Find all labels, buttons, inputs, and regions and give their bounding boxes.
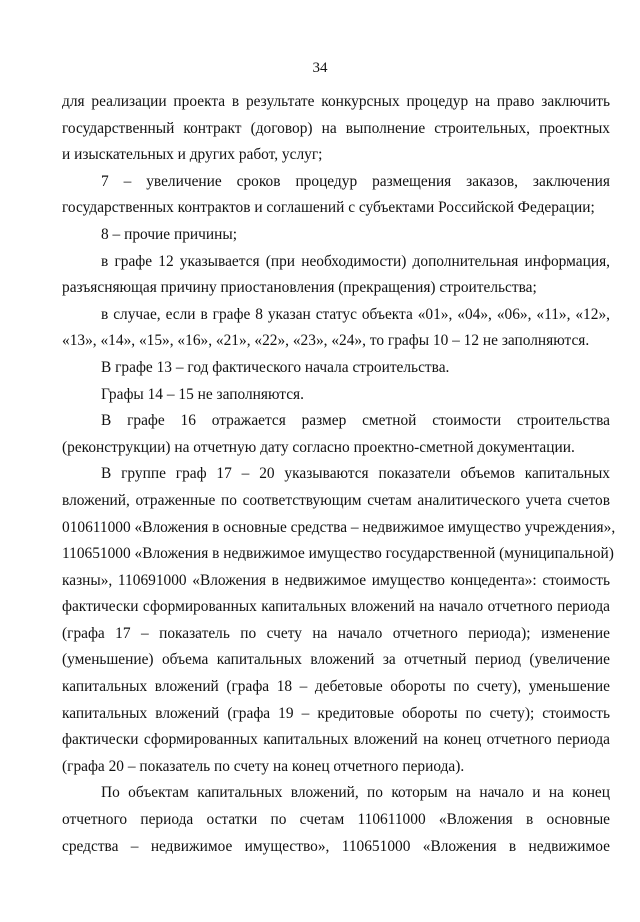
text-line: фактически сформированных капитальных вложений на начало отчетного периода [62, 598, 610, 616]
paragraph [62, 89, 610, 169]
text-line: (уменьшение) объема капитальных вложений за отчетный период (увеличение [62, 651, 610, 669]
text-line: государственный контракт (договор) на выполнение строительных, проектных [62, 119, 610, 137]
text-line: и изыскательных и других работ, услуг; [62, 146, 323, 164]
text-line: отчетного периода остатки по счетам 110611000 «Вложения в основные [62, 811, 610, 829]
text-line: разъясняющая причину приостановления (прекращения) строительства; [62, 279, 537, 297]
text-line: (реконструкции) на отчетную дату согласно проектно-сметной документации. [62, 438, 575, 456]
text-line: (графа 20 – показатель по счету на конец отчетного периода). [62, 757, 465, 775]
paragraph [62, 302, 610, 355]
text-line: государственных контрактов и соглашений с субъектами Российской Федерации; [62, 199, 595, 217]
page-number: 34 [312, 60, 328, 76]
body-text [62, 89, 616, 860]
text-line: 7 – увеличение сроков процедур размещения заказов, заключения [101, 172, 610, 190]
text-line: для реализации проекта в результате конкурсных процедур на право заключить [62, 93, 610, 110]
paragraph [62, 222, 610, 249]
paragraph [62, 169, 610, 222]
text-line: в случае, если в графе 8 указан статус объекта «01», «04», «06», «11», «12», [101, 305, 610, 323]
text-line: 010611000 «Вложения в основные средства – недвижимое имущество учреждения», [62, 518, 616, 536]
text-line: казны», 110691000 «Вложения в недвижимое имущество концедента»: стоимость [62, 571, 610, 589]
text-line: капитальных вложений (графа 18 – дебетовые обороты по счету), уменьшение [62, 678, 610, 696]
paragraph [62, 382, 610, 409]
paragraph [62, 780, 610, 860]
text-line: капитальных вложений (графа 19 – кредитовые обороты по счету); стоимость [62, 704, 610, 722]
text-line: фактически сформированных капитальных вложений на конец отчетного периода [62, 731, 610, 749]
paragraph [62, 355, 610, 382]
text-line: вложений, отраженные по соответствующим счетам аналитического учета счетов [62, 491, 610, 509]
text-line: В графе 13 – год фактического начала строительства. [101, 358, 450, 376]
text-line: «13», «14», «15», «16», «21», «22», «23», «24», то графы 10 – 12 не заполняются. [62, 332, 590, 350]
paragraph [62, 249, 610, 302]
text-line: 8 – прочие причины; [101, 225, 237, 243]
text-line: В графе 16 отражается размер сметной стоимости строительства [101, 412, 610, 430]
text-line: в графе 12 указывается (при необходимости) дополнительная информация, [101, 252, 610, 270]
text-line: средства – недвижимое имущество», 110651000 «Вложения в недвижимое [62, 837, 610, 855]
paragraph [62, 461, 616, 780]
text-line: Графы 14 – 15 не заполняются. [101, 385, 304, 403]
text-line: 110651000 «Вложения в недвижимое имущество государственной (муниципальной) [62, 545, 614, 563]
text-line: В группе граф 17 – 20 указываются показатели объемов капитальных [101, 465, 610, 483]
text-line: По объектам капитальных вложений, по которым на начало и на конец [101, 784, 610, 802]
paragraph [62, 408, 610, 461]
text-line: (графа 17 – показатель по счету на начало отчетного периода); изменение [62, 624, 610, 642]
